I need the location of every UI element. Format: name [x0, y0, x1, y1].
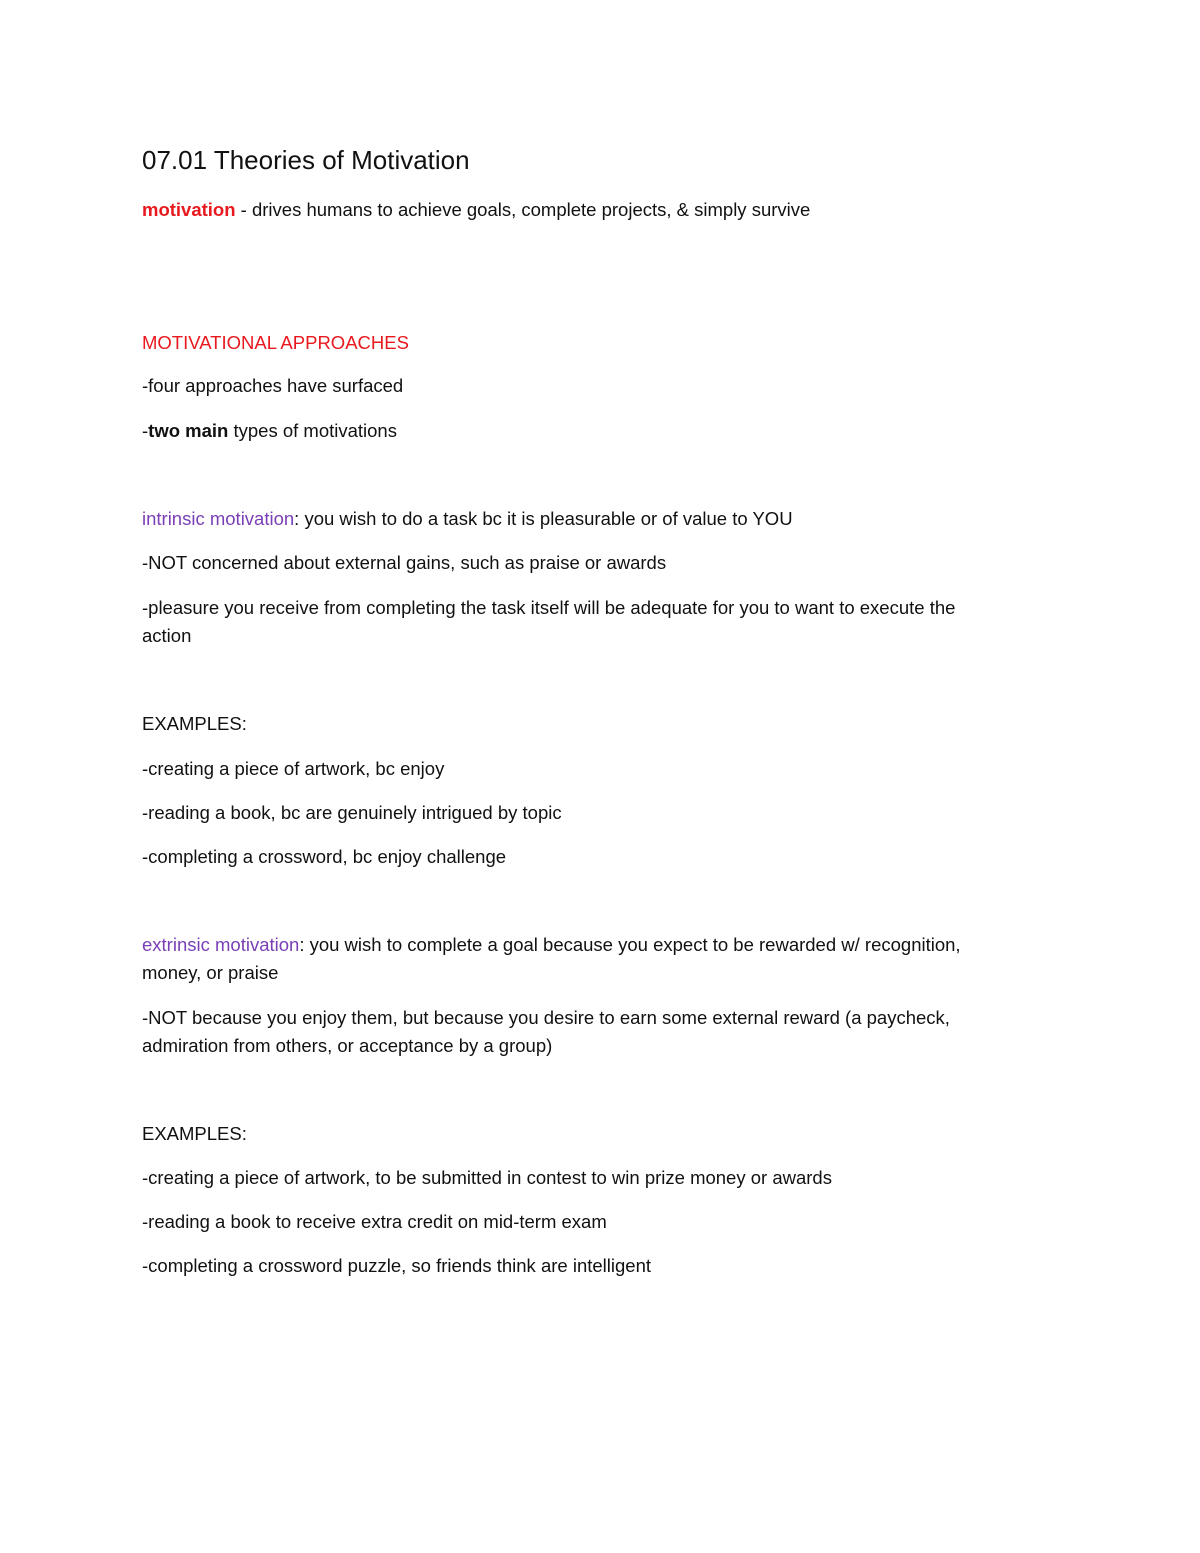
- extrinsic-point-1-line-1: -NOT because you enjoy them, but because you desire to earn some external reward (a paycheck,: [142, 1007, 950, 1028]
- intrinsic-term: intrinsic motivation: [142, 508, 295, 529]
- extrinsic-text-line-1: : you wish to complete a goal because you expect to be rewarded w/ recognition,: [299, 934, 961, 955]
- page-title: 07.01 Theories of Motivation: [142, 145, 470, 175]
- extrinsic-term: extrinsic motivation: [142, 934, 300, 955]
- extrinsic-definition: [142, 931, 1042, 959]
- extrinsic-example-2: -reading a book to receive extra credit on mid-term exam: [142, 1211, 607, 1232]
- extrinsic-example-1: -creating a piece of artwork, to be submitted in contest to win prize money or awards: [142, 1167, 832, 1188]
- approaches-line-2: [142, 417, 1042, 445]
- approaches-line-2-suffix: types of motivations: [228, 420, 397, 441]
- definition-term: motivation: [142, 199, 236, 220]
- intrinsic-example-1: -creating a piece of artwork, bc enjoy: [142, 758, 445, 779]
- definition-text: - drives humans to achieve goals, complete projects, & simply survive: [235, 199, 811, 220]
- extrinsic-point-1-line-2: admiration from others, or acceptance by a group): [142, 1035, 553, 1056]
- approaches-heading: MOTIVATIONAL APPROACHES: [142, 332, 409, 353]
- intrinsic-point-2-line-2: action: [142, 625, 192, 646]
- approaches-line-2-prefix: -: [142, 420, 149, 441]
- approaches-line-1: -four approaches have surfaced: [142, 375, 404, 396]
- approaches-line-2-bold: two main: [148, 420, 229, 441]
- intrinsic-example-3: -completing a crossword, bc enjoy challenge: [142, 846, 507, 867]
- extrinsic-example-3: -completing a crossword puzzle, so friends think are intelligent: [142, 1255, 651, 1276]
- motivation-definition: [142, 196, 1042, 224]
- intrinsic-definition: [142, 505, 1042, 533]
- extrinsic-examples-heading: EXAMPLES:: [142, 1123, 247, 1144]
- intrinsic-example-2: -reading a book, bc are genuinely intrigued by topic: [142, 802, 562, 823]
- intrinsic-point-1: -NOT concerned about external gains, such as praise or awards: [142, 552, 667, 573]
- extrinsic-text-line-2: money, or praise: [142, 962, 279, 983]
- intrinsic-examples-heading: EXAMPLES:: [142, 713, 247, 734]
- intrinsic-text: : you wish to do a task bc it is pleasurable or of value to YOU: [294, 508, 793, 529]
- intrinsic-point-2-line-1: -pleasure you receive from completing the task itself will be adequate for you to want to execute the: [142, 597, 956, 618]
